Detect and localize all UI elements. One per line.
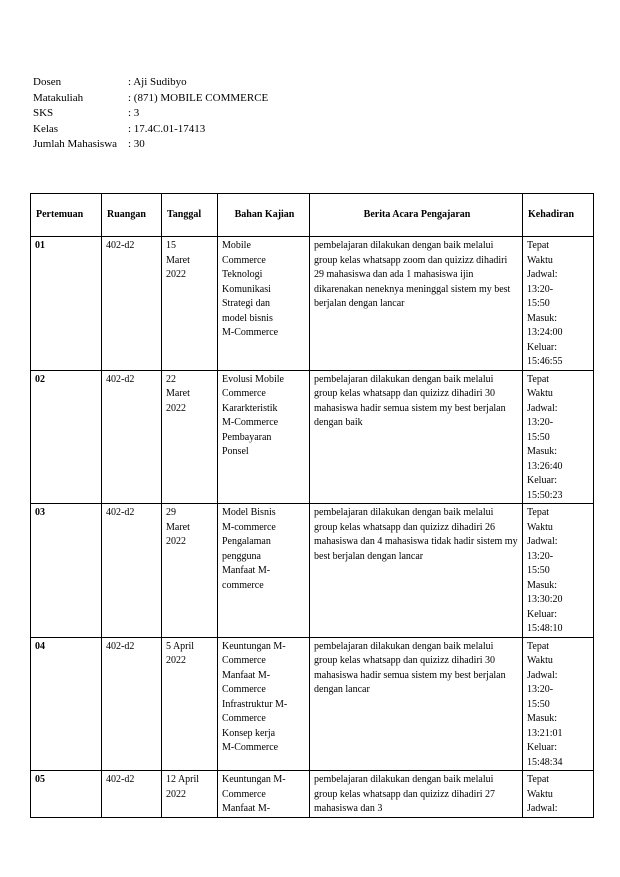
kehadiran-line: Jadwal:	[527, 803, 558, 814]
bahan-line: Ponsel	[222, 446, 249, 457]
kehadiran-line: Masuk:	[527, 713, 557, 724]
kehadiran-line: 13:21:01	[527, 727, 563, 739]
cell-tanggal	[162, 237, 218, 371]
info-value: : 3	[128, 107, 140, 119]
bahan-line: M-commerce	[222, 521, 276, 533]
cell-pertemuan: 02	[31, 370, 102, 504]
kehadiran-line: Tepat	[527, 373, 550, 385]
bahan-line: Mobile	[222, 240, 251, 251]
cell-ruangan: 402-d2	[102, 370, 162, 504]
kehadiran-line: Masuk:	[527, 446, 557, 457]
info-value: : Aji Sudibyo	[128, 76, 187, 88]
cell-berita-acara: pembelajaran dilakukan dengan baik melalui group kelas whatsapp dan quizizz dihadiri 30 mahasiswa hadir semua sistem my best berjalan dengan baik	[310, 370, 523, 504]
kehadiran-line: Waktu	[527, 655, 553, 666]
kehadiran-line: 15:50	[527, 298, 550, 309]
bahan-line: M-Commerce	[222, 417, 279, 428]
bahan-line: Commerce	[222, 788, 266, 800]
kehadiran-line: Jadwal:	[527, 402, 558, 414]
bahan-line: Kararkteristik	[222, 402, 278, 414]
kehadiran-line: 13:24:00	[527, 327, 563, 338]
tanggal-line: 29	[166, 507, 176, 518]
bahan-line: Commerce	[222, 684, 266, 695]
header-kehadiran: Kehadiran	[523, 194, 594, 237]
kehadiran-line: Waktu	[527, 788, 553, 800]
info-label: Matakuliah	[33, 91, 84, 104]
tanggal-line: Maret	[166, 521, 190, 533]
tanggal-line: 2022	[166, 788, 186, 800]
header-tanggal: Tanggal	[162, 194, 218, 237]
cell-berita-acara: pembelajaran dilakukan dengan baik melalui group kelas whatsapp dan quizizz dihadiri 27 mahasiswa dan 3	[310, 771, 523, 818]
cell-berita-acara: pembelajaran dilakukan dengan baik melalui group kelas whatsapp dan quizizz dihadiri 30 mahasiswa hadir semua sistem my best berjalan dengan lancar	[310, 637, 523, 771]
tanggal-line: 2022	[166, 402, 186, 414]
info-label: Dosen	[33, 76, 62, 88]
cell-ruangan: 402-d2	[102, 771, 162, 818]
cell-berita-acara: pembelajaran dilakukan dengan baik melalui group kelas whatsapp zoom dan quizizz dihadiri 29 mahasiswa dan ada 1 mahasiswa ijin dikarenakan neneknya meninggal sistem my best berjalan dengan lancar	[310, 237, 523, 371]
bahan-line: model bisnis	[222, 312, 273, 324]
cell-pertemuan: 03	[31, 504, 102, 638]
cell-bahan-kajian	[218, 504, 310, 638]
cell-ruangan: 402-d2	[102, 237, 162, 371]
cell-tanggal	[162, 504, 218, 638]
header-ruangan: Ruangan	[102, 194, 162, 237]
bahan-line: Model Bisnis	[222, 507, 276, 518]
table-header-row	[31, 194, 594, 237]
info-row-jumlah-mahasiswa	[33, 137, 268, 153]
info-label: Jumlah Mahasiswa	[33, 138, 118, 150]
info-value: : (871) MOBILE COMMERCE	[128, 91, 269, 104]
kehadiran-line: Waktu	[527, 521, 553, 533]
bahan-line: commerce	[222, 579, 264, 591]
info-row-sks	[33, 106, 268, 122]
bahan-line: Pembayaran	[222, 431, 272, 443]
kehadiran-line: 15:50:23	[527, 489, 563, 501]
bahan-line: Evolusi Mobile	[222, 373, 284, 385]
info-row-dosen	[33, 75, 268, 91]
kehadiran-line: Keluar:	[527, 475, 557, 486]
info-label: Kelas	[33, 122, 59, 135]
kehadiran-line: Keluar:	[527, 742, 557, 753]
bahan-line: Commerce	[222, 254, 266, 266]
kehadiran-line: 15:50	[527, 431, 550, 443]
cell-kehadiran	[523, 370, 594, 504]
bahan-line: Keuntungan M-	[222, 640, 286, 652]
bahan-line: Commerce	[222, 388, 266, 399]
course-info	[33, 75, 268, 153]
tanggal-line: 2022	[166, 655, 186, 666]
cell-bahan-kajian	[218, 237, 310, 371]
bahan-line: M-Commerce	[222, 327, 279, 338]
cell-bahan-kajian	[218, 771, 310, 818]
tanggal-line: Maret	[166, 388, 190, 399]
header-berita-acara: Berita Acara Pengajaran	[310, 194, 523, 237]
kehadiran-line: 13:20-	[527, 684, 554, 695]
kehadiran-line: 13:20-	[527, 417, 554, 428]
tanggal-line: 22	[166, 373, 176, 385]
bahan-line: Manfaat M-	[222, 669, 271, 681]
kehadiran-line: 13:20-	[527, 550, 554, 562]
cell-kehadiran	[523, 237, 594, 371]
bahan-line: Infrastruktur M-	[222, 698, 288, 710]
table-row	[31, 771, 594, 818]
kehadiran-line: 15:48:10	[527, 623, 563, 634]
cell-bahan-kajian	[218, 370, 310, 504]
bahan-line: Commerce	[222, 713, 266, 724]
bahan-line: Keuntungan M-	[222, 774, 286, 785]
kehadiran-line: Tepat	[527, 240, 550, 251]
tanggal-line: 5 April	[166, 640, 195, 652]
cell-pertemuan: 04	[31, 637, 102, 771]
kehadiran-line: 15:48:34	[527, 756, 563, 768]
bahan-line: Strategi dan	[222, 298, 271, 309]
bahan-line: M-Commerce	[222, 742, 279, 753]
cell-ruangan: 402-d2	[102, 504, 162, 638]
bahan-line: Commerce	[222, 655, 266, 666]
kehadiran-line: 15:50	[527, 698, 550, 710]
bahan-line: Komunikasi	[222, 283, 271, 295]
cell-pertemuan: 01	[31, 237, 102, 371]
attendance-table	[30, 193, 594, 818]
kehadiran-line: Keluar:	[527, 341, 557, 353]
kehadiran-line: Jadwal:	[527, 536, 558, 547]
cell-kehadiran	[523, 504, 594, 638]
kehadiran-line: Tepat	[527, 640, 550, 652]
cell-tanggal	[162, 370, 218, 504]
tanggal-line: Maret	[166, 254, 190, 266]
table-row	[31, 370, 594, 504]
kehadiran-line: 13:20-	[527, 283, 554, 295]
tanggal-line: 15	[166, 240, 176, 251]
kehadiran-line: 15:50	[527, 565, 550, 576]
info-value: : 30	[128, 138, 145, 150]
cell-kehadiran	[523, 637, 594, 771]
tanggal-line: 2022	[166, 269, 186, 280]
bahan-line: Pengalaman	[222, 536, 271, 547]
table-row	[31, 237, 594, 371]
cell-ruangan: 402-d2	[102, 637, 162, 771]
bahan-line: pengguna	[222, 550, 261, 562]
info-row-kelas	[33, 122, 268, 138]
cell-pertemuan: 05	[31, 771, 102, 818]
kehadiran-line: Tepat	[527, 507, 550, 518]
cell-kehadiran	[523, 771, 594, 818]
header-pertemuan: Pertemuan	[31, 194, 102, 237]
tanggal-line: 12 April	[166, 774, 200, 785]
kehadiran-line: Waktu	[527, 254, 553, 266]
kehadiran-line: Tepat	[527, 774, 550, 785]
kehadiran-line: 13:26:40	[527, 460, 563, 472]
cell-bahan-kajian	[218, 637, 310, 771]
kehadiran-line: 15:46:55	[527, 356, 563, 367]
tanggal-line: 2022	[166, 536, 186, 547]
kehadiran-line: 13:30:20	[527, 594, 563, 605]
cell-tanggal	[162, 637, 218, 771]
kehadiran-line: Keluar:	[527, 608, 557, 620]
cell-tanggal	[162, 771, 218, 818]
bahan-line: Konsep kerja	[222, 727, 276, 739]
bahan-line: Manfaat M-	[222, 803, 271, 814]
info-label: SKS	[33, 107, 54, 119]
info-value: : 17.4C.01-17413	[128, 122, 206, 135]
table-row	[31, 637, 594, 771]
kehadiran-line: Waktu	[527, 388, 553, 399]
cell-berita-acara: pembelajaran dilakukan dengan baik melalui group kelas whatsapp dan quizizz dihadiri 26 mahasiswa dan 4 mahasiswa tidak hadir sistem my best berjalan dengan lancar	[310, 504, 523, 638]
kehadiran-line: Masuk:	[527, 579, 557, 591]
bahan-line: Teknologi	[222, 269, 263, 280]
info-row-matakuliah	[33, 91, 268, 107]
bahan-line: Manfaat M-	[222, 565, 271, 576]
header-bahan-kajian: Bahan Kajian	[218, 194, 310, 237]
table-row	[31, 504, 594, 638]
kehadiran-line: Jadwal:	[527, 269, 558, 280]
kehadiran-line: Jadwal:	[527, 669, 558, 681]
kehadiran-line: Masuk:	[527, 312, 557, 324]
